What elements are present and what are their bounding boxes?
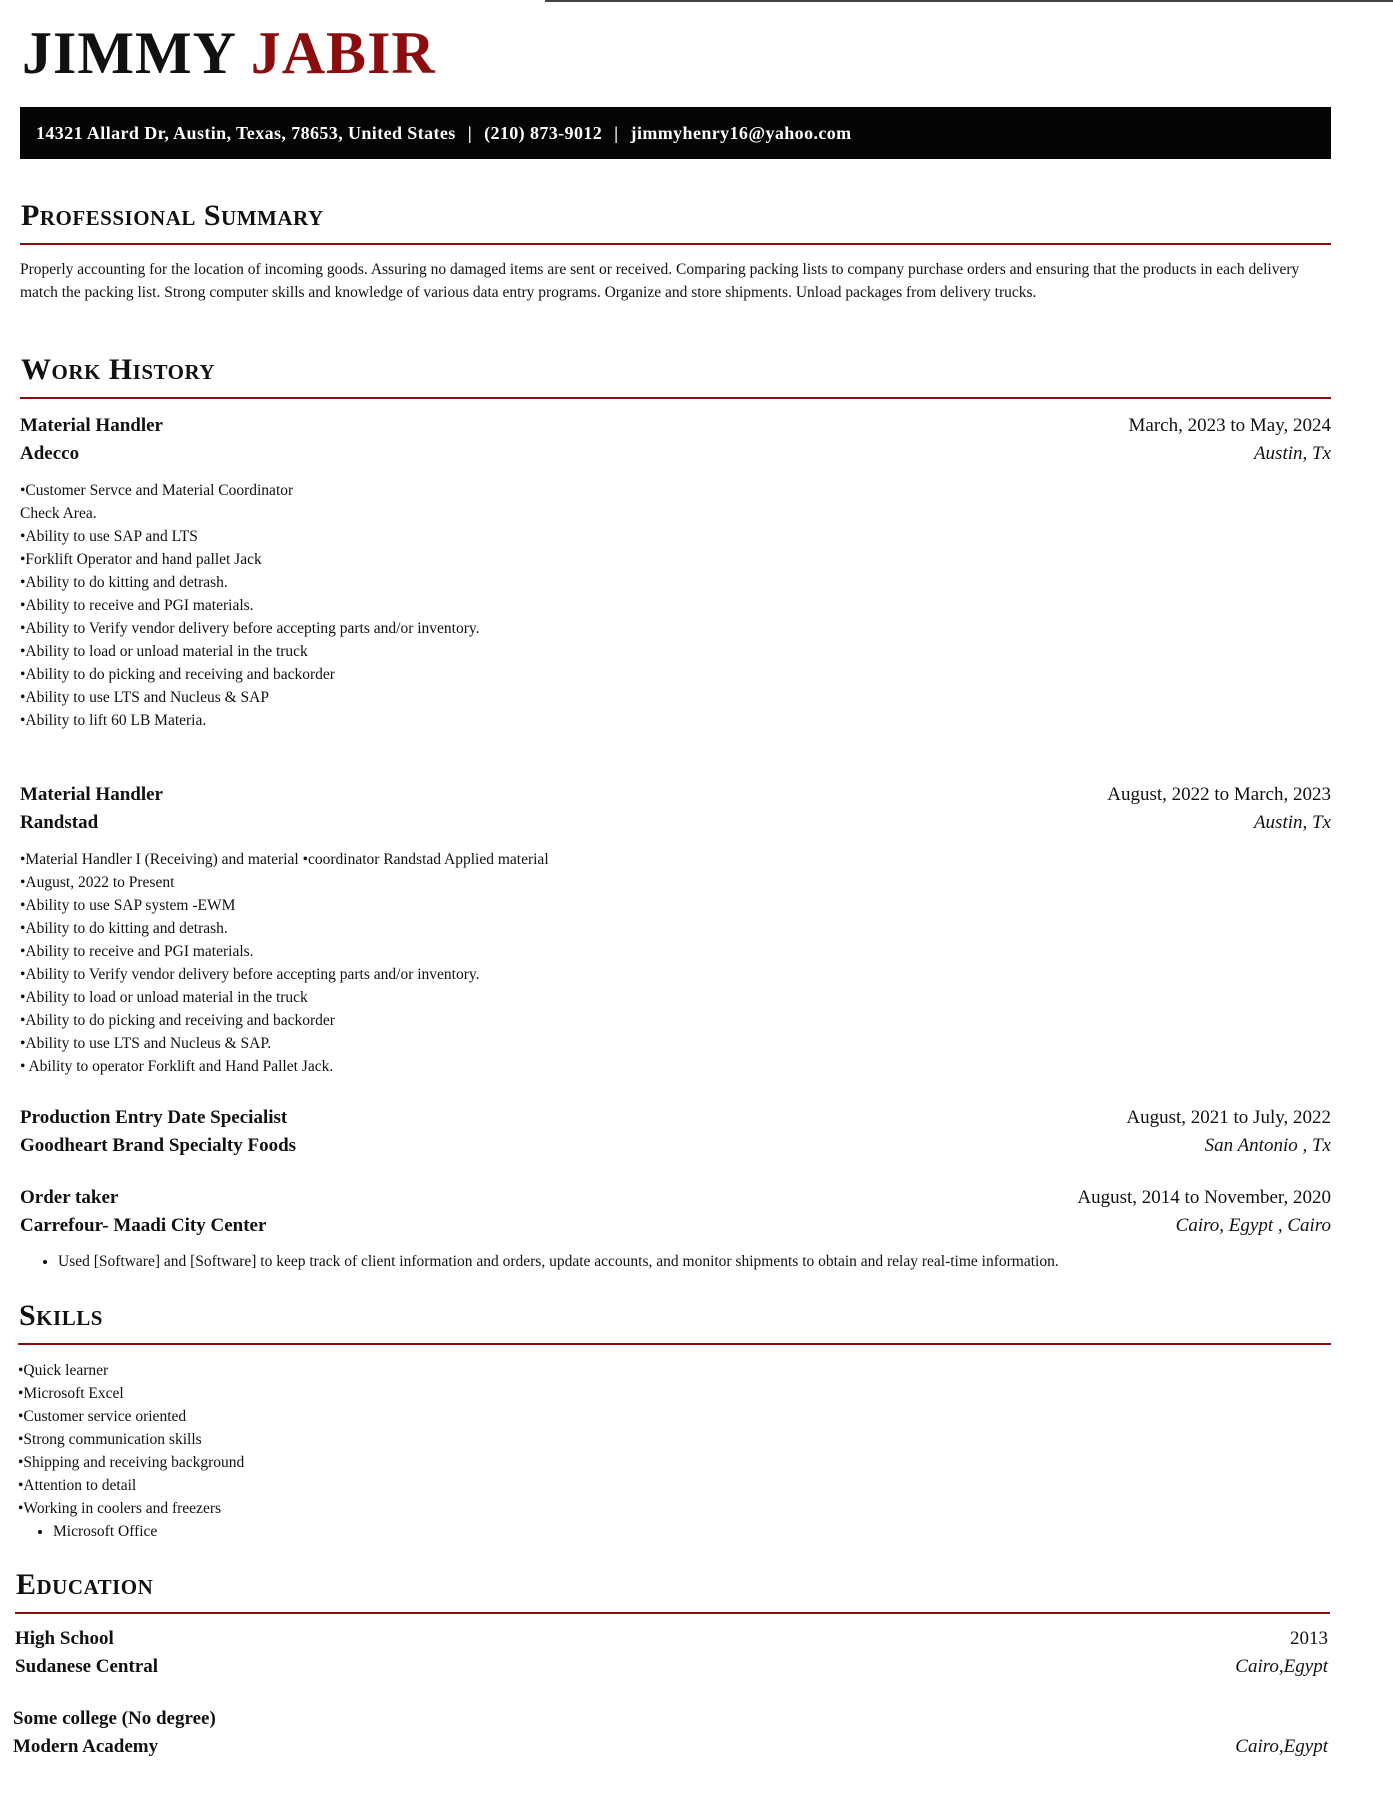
duty-line: •Ability to receive and PGI materials. xyxy=(20,597,254,614)
edu-location: Cairo,Egypt xyxy=(1235,1656,1328,1677)
duty-line: • Ability to operator Forklift and Hand Pallet Jack. xyxy=(20,1058,334,1075)
duty-line: •Ability to do picking and receiving and backorder xyxy=(20,666,335,683)
education-entry xyxy=(15,1625,1328,1681)
duty-line: •Ability to load or unload material in the truck xyxy=(20,989,308,1006)
job-role: Material Handler xyxy=(20,784,163,805)
job-entry xyxy=(20,1184,1331,1273)
job-company: Randstad xyxy=(20,812,99,833)
duty-line: •Customer Servce and Material Coordinator xyxy=(20,482,294,499)
job-dates: August, 2014 to November, 2020 xyxy=(1077,1187,1331,1208)
duty-line: •Ability to do picking and receiving and backorder xyxy=(20,1012,335,1029)
job-company: Adecco xyxy=(20,443,80,464)
separator: | xyxy=(614,122,619,143)
duty-line: •Ability to receive and PGI materials. xyxy=(20,943,254,960)
top-edge-line xyxy=(545,0,1393,2)
candidate-name xyxy=(22,16,436,90)
address: 14321 Allard Dr, Austin, Texas, 78653, United States xyxy=(36,122,456,143)
job-location: Cairo, Egypt , Cairo xyxy=(1175,1215,1331,1236)
job-role: Material Handler xyxy=(20,415,163,436)
duty-line: •Ability to do kitting and detrash. xyxy=(20,920,228,937)
edu-school: Sudanese Central xyxy=(15,1656,159,1677)
skill-item: •Working in coolers and freezers xyxy=(18,1500,222,1517)
duty-line: •Ability to use LTS and Nucleus & SAP. xyxy=(20,1035,272,1052)
job-entry xyxy=(20,1104,1331,1160)
duty-line: •Forklift Operator and hand pallet Jack xyxy=(20,551,262,568)
duty-line: •Ability to do kitting and detrash. xyxy=(20,574,228,591)
skill-item: •Microsoft Excel xyxy=(18,1385,124,1402)
job-entry xyxy=(20,412,1331,732)
skill-item: •Shipping and receiving background xyxy=(18,1454,245,1471)
job-duties xyxy=(20,1250,1331,1273)
duty-line: •Ability to lift 60 LB Materia. xyxy=(20,712,207,729)
job-duties xyxy=(20,848,1331,1078)
skills-heading: Skills xyxy=(19,1299,103,1332)
skills-extra xyxy=(18,1520,1329,1543)
duty-line: Check Area. xyxy=(20,505,97,522)
job-company: Goodheart Brand Specialty Foods xyxy=(20,1135,297,1156)
duty-line: •Ability to use SAP system -EWM xyxy=(20,897,236,914)
phone: (210) 873-9012 xyxy=(484,122,603,143)
first-name: JIMMY xyxy=(22,20,235,86)
edu-school: Modern Academy xyxy=(13,1736,159,1757)
summary-heading: Professional Summary xyxy=(21,199,324,232)
job-duties xyxy=(20,479,1331,732)
last-name: JABIR xyxy=(250,20,436,86)
duty-line: • Used [Software] and [Software] to keep track of client information and orders, update accounts, and monitor shipments to obtain and relay real-time information. xyxy=(58,1250,1331,1273)
job-location: Austin, Tx xyxy=(1253,812,1331,833)
duty-line: •Ability to Verify vendor delivery before accepting parts and/or inventory. xyxy=(20,620,480,637)
job-entry xyxy=(20,781,1331,1078)
job-dates: August, 2021 to July, 2022 xyxy=(1126,1107,1331,1128)
skill-item: • Microsoft Office xyxy=(53,1520,1329,1543)
summary-rule xyxy=(20,243,1331,245)
duty-line: •August, 2022 to Present xyxy=(20,874,175,891)
job-location: Austin, Tx xyxy=(1253,443,1331,464)
edu-degree: Some college (No degree) xyxy=(13,1708,216,1729)
work-history-heading: Work History xyxy=(21,353,216,386)
work-history-rule xyxy=(20,397,1331,399)
contact-bar xyxy=(20,107,1331,159)
duty-line: •Material Handler I (Receiving) and material •coordinator Randstad Applied material xyxy=(20,851,549,868)
job-location: San Antonio , Tx xyxy=(1204,1135,1331,1156)
duty-line: •Ability to use SAP and LTS xyxy=(20,528,198,545)
education-heading: Education xyxy=(16,1568,154,1601)
summary-text: Properly accounting for the location of incoming goods. Assuring no damaged items are sent or received. Comparing packing lists to company purchase orders and ensuring that the products in each delivery match the packing list. Strong computer skills and knowledge of various data entry programs. Organize and store shipments. Unload packages from delivery trucks. xyxy=(20,261,1300,301)
duty-line: •Ability to Verify vendor delivery before accepting parts and/or inventory. xyxy=(20,966,480,983)
skill-item: •Customer service oriented xyxy=(18,1408,187,1425)
separator: | xyxy=(467,122,473,143)
job-role: Order taker xyxy=(20,1187,119,1208)
education-entry xyxy=(13,1705,1328,1761)
skill-item: •Attention to detail xyxy=(18,1477,137,1494)
duty-line: •Ability to load or unload material in the truck xyxy=(20,643,308,660)
duty-line: •Ability to use LTS and Nucleus & SAP xyxy=(20,689,269,706)
edu-degree: High School xyxy=(15,1628,114,1649)
education-rule xyxy=(15,1612,1330,1614)
skill-item: •Quick learner xyxy=(18,1362,109,1379)
job-dates: March, 2023 to May, 2024 xyxy=(1128,415,1331,436)
job-dates: August, 2022 to March, 2023 xyxy=(1107,784,1331,805)
skills-rule xyxy=(18,1343,1331,1345)
edu-location: Cairo,Egypt xyxy=(1235,1736,1328,1757)
job-company: Carrefour- Maadi City Center xyxy=(20,1215,267,1236)
skills-list xyxy=(18,1359,1329,1543)
email: jimmyhenry16@yahoo.com xyxy=(630,122,852,143)
skills-items xyxy=(18,1359,1329,1520)
skill-item: •Strong communication skills xyxy=(18,1431,202,1448)
edu-year: 2013 xyxy=(1290,1628,1328,1649)
job-role: Production Entry Date Specialist xyxy=(20,1107,288,1128)
